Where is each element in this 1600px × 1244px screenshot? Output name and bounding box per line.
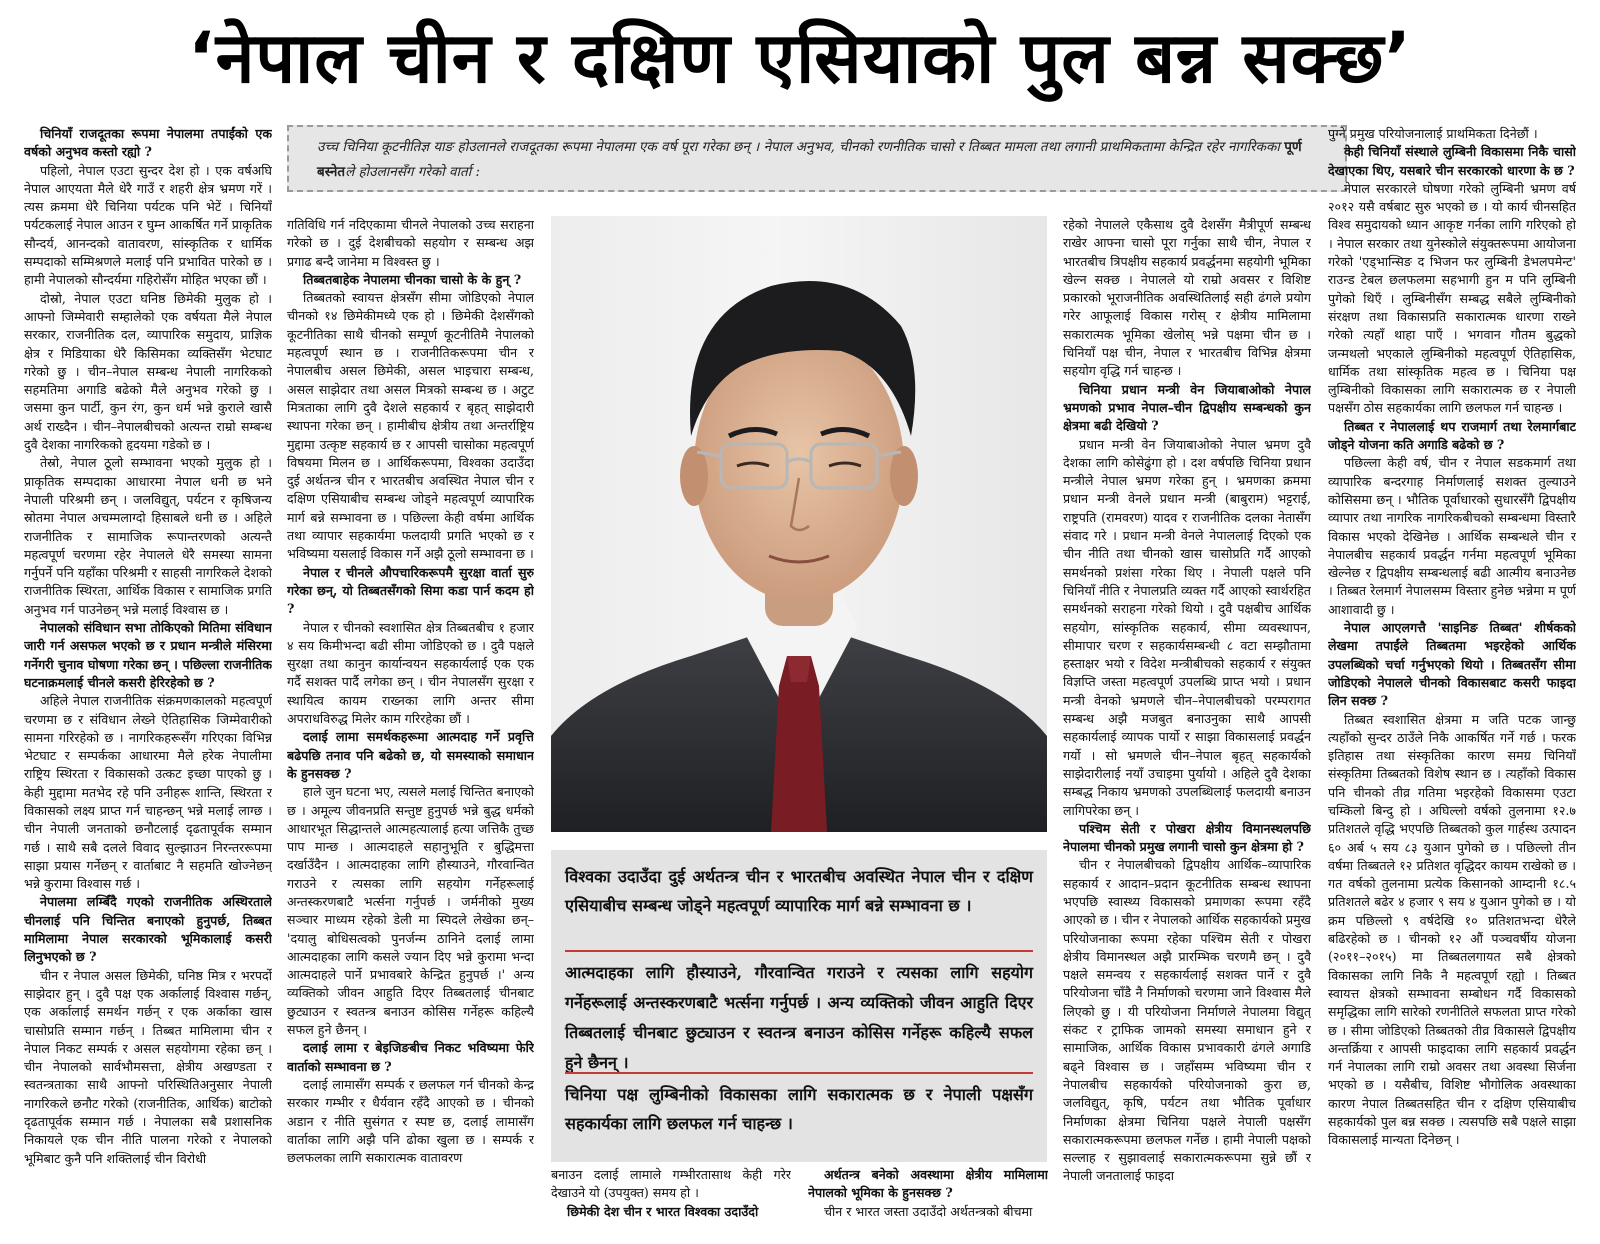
headline: ‘नेपाल चीन र दक्षिण एसियाको पुल बन्न सक्छ’ bbox=[187, 17, 1413, 99]
paragraph: गतिविधि गर्न नदिएकामा चीनले नेपालको उच्च सराहना गरेको छ । दुई देशबीचको सहयोग र सम्बन्ध अझ प्रगाढ बन्दै जानेमा म विश्वस्त छु । bbox=[287, 217, 534, 269]
question: दलाई लामा र बेइजिङबीच निकट भविष्यमा फेरि वार्ताको सम्भावना छ ? bbox=[287, 1040, 534, 1074]
column-1 bbox=[24, 125, 272, 1235]
paragraph: अहिले नेपाल राजनीतिक संक्रमणकालको महत्वपूर्ण चरणमा छ र संविधान लेख्ने ऐतिहासिक जिम्मेवारीको सामना गरिरहेको छ । नागरिकहरूसँग गरिएका विभिन्न भेटघाट र सम्पर्कका आधारमा मैले हरेक नेपालीमा राष्ट्रिय स्थिरता र विकासको उत्कट इच्छा पाएको छु । केही मुद्दामा मतभेद रहे पनि उनीहरू शान्ति, स्थिरता र विकासको लक्ष्य प्राप्त गर्न चाहन्छन् भन्ने मलाई लाग्छ । चीन नेपाली जनताको छनौटलाई दृढतापूर्वक सम्मान गर्छ । साथै सबै दलले विवाद सुल्झाउन निरन्तररूपमा साझा प्रयास गर्नेछन् र वार्ताबाट नै सहमति खोज्नेछन् भन्ने कुरामा विश्वास गर्छ । bbox=[24, 693, 272, 892]
paragraph: दोस्रो, नेपाल एउटा घनिष्ठ छिमेकी मुलुक हो । आफ्नो जिम्मेवारी सम्हालेको एक वर्षयता मैले नेपाल सरकार, राजनीतिक दल, व्यापारिक समुदाय, प्राज्ञिक क्षेत्र र मिडियाका धेरै किसिमका व्यक्तिसँग भेटघाट गरेको छु । चीन–नेपाल सम्बन्ध नेपाली नागरिकको सहमतिमा अगाडि बढेको मैले अनुभव गरेको छु । जसमा कुन पार्टी, कुन रंग, कुन धर्म भन्ने कुराले खासै अर्थ राख्दैन । चीन–नेपालबीचको अत्यन्त राम्रो सम्बन्ध दुवै देशका नागरिकको हृदयमा गडेको छ । bbox=[24, 290, 272, 453]
question: केही चिनियाँ संस्थाले लुम्बिनी विकासमा निकै चासो देखाएका थिए, यसबारे चीन सरकारको धारणा के छ ? bbox=[1328, 144, 1576, 178]
paragraph: दलाई लामासँग सम्पर्क र छलफल गर्न चीनको केन्द्र सरकार गम्भीर र धैर्यवान रहँदै आएको छ । चीनको अडान र नीति सुसंगत र स्पष्ट छ, दलाई लामासँग वार्ताका लागि अझै पनि ढोका खुला छ । सम्पर्क र छलफलका लागि सकारात्मक वातावरण bbox=[287, 1076, 534, 1166]
paragraph: चीन र नेपाल असल छिमेकी, घनिष्ठ मित्र र भरपर्दो साझेदार हुन् । दुवै पक्ष एक अर्कालाई विश्वास गर्छन्, एक अर्कालाई समर्थन गर्छन् र एक अर्काका खास चासोप्रति सम्मान गर्छन् । तिब्बत मामिलामा चीन र नेपाल निकट सम्पर्क र असल सहयोगमा रहेका छन् । चीन नेपालको सार्वभौमसत्ता, क्षेत्रीय अखण्डता र स्वतन्त्रताका साथै आफ्नो परिस्थितिअनुसार नेपाली नागरिकले छनौट गरेको (राजनीतिक, आर्थिक) बाटोको दृढतापूर्वक सम्मान गर्छ । नेपालका सबै प्रशासनिक निकायले एक चीन नीति पालना गरेको र नेपालको भूमिबाट कुनै पनि शक्तिलाई चीन विरोधी bbox=[24, 967, 272, 1166]
column-6 bbox=[1328, 125, 1576, 1235]
question: चिनियाँ राजदूतका रूपमा नेपालमा तपाईंको एक वर्षको अनुभव कस्तो रह्यो ? bbox=[24, 126, 272, 160]
column-3 bbox=[551, 1166, 791, 1236]
pullquote-2: आत्मदाहका लागि हौस्याउने, गौरवान्वित गराउने र त्यसका लागि सहयोग गर्नेहरूलाई अन्तस्करणबाटै भर्त्सना गर्नुपर्छ । अन्य व्यक्तिको जीवन आहुति दिएर तिब्बतलाई चीनबाट छुट्याउन र स्वतन्त्र बनाउन कोसिस गर्नेहरू कहिल्यै सफल हुने छैनन् । bbox=[565, 963, 1033, 1072]
pullquote-panel bbox=[551, 850, 1047, 1162]
pullquote-3: चिनिया पक्ष लुम्बिनीको विकासका लागि सकारात्मक छ र नेपाली पक्षसँग सहकार्यका लागि छलफल गर्न चाहन्छ । bbox=[565, 1085, 1033, 1133]
intro-author: पूर्ण बस्नेत bbox=[317, 139, 1302, 180]
question: छिमेकी देश चीन र भारत विश्वका उदाउँदो bbox=[567, 1203, 759, 1219]
paragraph: रहेको नेपालले एकैसाथ दुवै देशसँग मैत्रीपूर्ण सम्बन्ध राखेर आफ्ना चासो पूरा गर्नुका साथै चीन, नेपाल र भारतबीच त्रिपक्षीय सहकार्य प्रवर्द्धनमा सहयोगी भूमिका खेल्न सक्छ । नेपालले यो राम्रो अवसर र विशिष्ट प्रकारको भूराजनीतिक अवस्थितिलाई सही ढंगले प्रयोग गरेर आफूलाई विकास गरोस् र क्षेत्रीय मामिलामा सकारात्मक भूमिका खेलोस् भन्ने पक्षमा चीन छ । चिनियाँ पक्ष चीन, नेपाल र भारतबीच विभिन्न क्षेत्रमा सहयोग वृद्धि गर्न चाहन्छ । bbox=[1063, 217, 1311, 379]
question: तिब्बत र नेपाललाई थप राजमार्ग तथा रेलमार्गबाट जोड्ने योजना कति अगाडि बढेको छ ? bbox=[1328, 418, 1576, 453]
paragraph: नेपाल सरकारले घोषणा गरेको लुम्बिनी भ्रमण वर्ष २०१२ यसै वर्षबाट सुरु भएको छ । यो कार्य चीनसहित विश्व समुदायको ध्यान आकृष्ट गर्नका लागि गरिएको हो । नेपाल सरकार तथा युनेस्कोले संयुक्तरूपमा आयोजना गरेको 'एड्भान्सिङ द भिजन फर लुम्बिनी डेभलपमेन्ट' राउन्ड टेबल छलफलमा सहभागी हुन म पनि लुम्बिनी पुगेको थिएँ । लुम्बिनीसँग सम्बद्ध सबैले लुम्बिनीको संरक्षण तथा विकासप्रति सकारात्मक धारणा राख्ने गरेको त्यहाँ थाहा पाएँ । भगवान गौतम बुद्धको जन्मथलो भएकाले लुम्बिनीको महत्वपूर्ण ऐतिहासिक, धार्मिक तथा सांस्कृतिक महत्व छ । चिनिया पक्ष लुम्बिनीको विकासका लागि सकारात्मक छ र नेपाली पक्षसँग ठोस सहकार्यका लागि छलफल गर्न चाहन्छ । bbox=[1328, 180, 1576, 416]
paragraph: पुग्ने प्रमुख परियोजनालाई प्राथमिकता दिनेछौं । bbox=[1328, 126, 1538, 141]
paragraph: चीन र नेपालबीचको द्विपक्षीय आर्थिक–व्यापारिक सहकार्य र आदान–प्रदान कूटनीतिक सम्बन्ध स्थापना भएपछि स्वास्थ्य विकासको प्रमाणका रूपमा रहँदै आएको छ । चीन र नेपालको आर्थिक सहकार्यको प्रमुख परियोजनाका रूपमा रहेका पश्चिम सेती र पोखरा क्षेत्रीय विमानस्थल अझै प्रारम्भिक चरणमै छन् । दुवै पक्षले समन्वय र सहकार्यलाई सशक्त पार्ने र दुवै परियोजना चाँडै नै निर्माणको चरणमा जाने विश्वास मैले लिएको छु । यी परियोजना निर्माणले नेपालमा विद्युत् संकट र ट्राफिक जामको समस्या समाधान हुने र सामाजिक, आर्थिक विकास प्रभावकारी ढंगले अगाडि बढ्ने विश्वास छ । जहाँसम्म भविष्यमा चीन र नेपालबीच सहकार्यको परियोजनाको कुरा छ, जलविद्युत्, कृषि, पर्यटन तथा भौतिक पूर्वाधार निर्माणका क्षेत्रमा चिनिया पक्षले नेपाली पक्षसँग सकारात्मकरूपमा छलफल गर्नेछ । हामी नेपाली पक्षको सल्लाह र सुझावलाई सकारात्मकरूपमा सुन्ने छौं र नेपाली जनतालाई फाइदा bbox=[1063, 857, 1311, 1184]
paragraph: पछिल्ला केही वर्ष, चीन र नेपाल सडकमार्ग तथा व्यापारिक बन्दरगाह निर्माणलाई सशक्त तुल्याउने कोसिसमा छन् । भौतिक पूर्वाधारको सुधारसँगै द्विपक्षीय व्यापार तथा नागरिक नागरिकबीचको सम्बन्धमा विस्तारै विकास भएको देखिनेछ । आर्थिक सम्बन्धले चीन र नेपालबीच सहकार्य प्रवर्द्धन गर्नमा महत्वपूर्ण भूमिका खेल्नेछ र द्विपक्षीय सम्बन्धलाई बढी आत्मीय बनाउनेछ । तिब्बत रेलमार्ग नेपालसम्म विस्तार हुनेछ भन्नेमा म पूर्ण आशावादी छु । bbox=[1328, 455, 1576, 617]
paragraph: तेस्रो, नेपाल ठूलो सम्भावना भएको मुलुक हो । प्राकृतिक सम्पदाका आधारमा नेपाल धनी छ भने नेपाली परिश्रमी छन् । जलविद्युत्, पर्यटन र कृषिजन्य स्रोतमा नेपाल अचम्मलाग्दो हिसाबले धनी छ । अहिले राजनीतिक र सामाजिक रूपान्तरणको अत्यन्तै महत्वपूर्ण चरणमा रहेर नेपालले धेरै समस्या सामना गर्नुपर्ने पनि यहाँका परिश्रमी र साहसी नागरिकले देशको राजनीतिक स्थिरता, आर्थिक विकास र सामाजिक प्रगति अनुभव गर्न पाउनेछन् भन्ने मलाई विश्वास छ । bbox=[24, 455, 272, 617]
intro-suffix: ले होउलानसँग गरेको वार्ता : bbox=[345, 164, 481, 180]
intro-box bbox=[287, 125, 1347, 192]
paragraph: बनाउन दलाई लामाले गम्भीरतासाथ केही गरेर देखाउने यो (उपयुक्त) समय हो । bbox=[551, 1167, 791, 1201]
paragraph: तिब्बतको स्वायत्त क्षेत्रसँग सीमा जोडिएको नेपाल चीनको १४ छिमेकीमध्ये एक हो । छिमेकी देशसँगको कूटनीतिका साथै चीनको सम्पूर्ण कूटनीतिमै नेपालको महत्वपूर्ण स्थान छ । राजनीतिकरूपमा चीन र नेपालबीच असल छिमेकी, असल भाइचारा सम्बन्ध, असल साझेदार तथा असल मित्रको सम्बन्ध छ । अटुट मित्रताका लागि दुवै देशले सहकार्य र बृहत् साझेदारी स्थापना गरेका छन् । हामीबीच क्षेत्रीय तथा अन्तर्राष्ट्रिय मुद्दामा उत्कृष्ट सहकार्य छ र आपसी चासोका महत्वपूर्ण विषयमा मिलन छ । आर्थिकरूपमा, विश्वका उदाउँदा दुई अर्थतन्त्र चीन र भारतबीच अवस्थित नेपाल चीन र दक्षिण एसियाबीच सम्बन्ध जोड्ने महत्वपूर्ण व्यापारिक मार्ग बन्ने सम्भावना छ । पछिल्ला केही वर्षमा आर्थिक तथा व्यापार सहकार्यमा फलदायी प्रगति भएको छ र भविष्यमा यसलाई विकास गर्ने अझै ठूलो सम्भावना छ । bbox=[287, 290, 534, 562]
question: दलाई लामा समर्थकहरूमा आत्मदाह गर्ने प्रवृत्ति बढेपछि तनाव पनि बढेको छ, यो समस्याको समाधान के हुनसक्छ ? bbox=[287, 729, 534, 781]
paragraph: प्रधान मन्त्री वेन जियाबाओको नेपाल भ्रमण दुवै देशका लागि कोसेढुंगा हो । दश वर्षपछि चिनिया प्रधान मन्त्रीले नेपाल भ्रमण गरेका हुन् । भ्रमणका क्रममा प्रधान मन्त्री वेनले प्रधान मन्त्री (बाबुराम) भट्टराई, राष्ट्रपति (रामवरण) यादव र राजनीतिक दलका नेतासँग संवाद गरे । प्रधान मन्त्री वेनले नेपाललाई दिएको एक चीन नीति तथा चीनको खास चासोप्रति गर्दै आएको समर्थनको प्रशंसा गरेका थिए । नेपाली पक्षले पनि चिनियाँ नीति र नेपालप्रति व्यक्त गर्दै आएको स्वार्थरहित समर्थनको सराहना गरेको थियो । दुवै पक्षबीच आर्थिक सहयोग, सांस्कृतिक सहकार्य, सीमा व्यवस्थापन, सीमापार चरण र सहकार्यसम्बन्धी ८ वटा सम्झौतामा हस्ताक्षर भयो र विदेश मन्त्रीबीचको सहकार्य र संयुक्त विज्ञप्ति जस्ता महत्वपूर्ण उपलब्धि प्राप्त भयो । प्रधान मन्त्री वेनको भ्रमणले चीन–नेपालबीचको परम्परागत सम्बन्ध अझै मजबुत बनाउनुका साथै आपसी सहकार्यलाई व्यापक पार्यो र साझा विकासलाई प्रवर्द्धन गर्यो । सो भ्रमणले चीन–नेपाल बृहत् सहकार्यको साझेदारीलाई नयाँ उचाइमा पुर्यायो । अहिले दुवै देशका सम्बद्ध निकाय भ्रमणको उपलब्धिलाई फलदायी बनाउन लागिपरेका छन् । bbox=[1063, 436, 1311, 818]
portrait-illustration bbox=[551, 216, 1047, 832]
question: नेपाल आएलगत्तै 'साइनिङ तिब्बत' शीर्षकको लेखमा तपाईंले तिब्बतमा भइरहेको आर्थिक उपलब्धिको चर्चा गर्नुभएको थियो । तिब्बतसँग सीमा जोडिएको नेपालले चीनको विकासबाट कसरी फाइदा लिन सक्छ ? bbox=[1328, 620, 1576, 709]
paragraph: तिब्बत स्वशासित क्षेत्रमा म जति पटक जान्छु त्यहाँको सुन्दर ठाउँले निकै आकर्षित गर्ने गर्छ । फरक इतिहास तथा संस्कृतिका कारण समग्र चिनियाँ संस्कृतिमा तिब्बतको विशेष स्थान छ । त्यहाँको विकास पनि चीनको तीव्र गतिमा भइरहेको विकासमा एउटा चम्किलो बिन्दु हो । अघिल्लो वर्षको तुलनामा १२.७ प्रतिशतले वृद्धि भएपछि तिब्बतको कुल गार्हस्थ उत्पादन ६० अर्ब ५ सय ८३ युआन पुगेको छ । पछिल्लो तीन वर्षमा तिब्बतले १२ प्रतिशत वृद्धिदर कायम राखेको छ । गत वर्षको तुलनामा प्रत्येक किसानको आम्दानी १८.५ प्रतिशतले बढेर ४ हजार ९ सय ४ युआन पुगेको छ । यो क्रम पछिल्लो ९ वर्षदेखि १० प्रतिशतभन्दा धेरैले बढिरहेको छ । चीनको १२ औं पञ्चवर्षीय योजना (२०११–२०१५) मा तिब्बतलगायत सबै क्षेत्रको विकासका लागि निकै नै महत्वपूर्ण रह्यो । तिब्बत स्वायत्त क्षेत्रको सम्भावना सम्बोधन गर्दै विकासको समृद्धिका लागि सारेको रणनीतिले सफलता प्राप्त गरेको छ । सीमा जोडिएको तिब्बतको तीव्र विकासले द्विपक्षीय अन्तर्क्रिया र आपसी फाइदाका लागि सहकार्य प्रवर्द्धन गर्न नेपालका लागि राम्रो अवसर तथा अवस्था सिर्जना भएको छ । यसैबीच, विशिष्ट भौगोलिक अवस्थाका कारण नेपाल तिब्बतसहित चीन र दक्षिण एसियाबीच सहकार्यको पुल बन्न सक्छ । त्यसपछि सबै पक्षले साझा विकासलाई मान्यता दिनेछन् । bbox=[1328, 711, 1576, 1148]
question: नेपालको संविधान सभा तोकिएको मितिमा संविधान जारी गर्न असफल भएको छ र प्रधान मन्त्रीले मंसिरमा गर्नेगरी चुनाव घोषणा गरेका छन् । पछिल्ला राजनीतिक घटनाक्रमलाई चीनले कसरी हेरिरहेको छ ? bbox=[24, 620, 272, 690]
pullquote-divider bbox=[565, 1072, 1033, 1074]
column-2 bbox=[287, 216, 534, 1235]
question: पश्चिम सेती र पोखरा क्षेत्रीय विमानस्थलपछि नेपालमा चीनको प्रमुख लगानी चासो कुन क्षेत्रमा हो ? bbox=[1063, 820, 1311, 855]
question: नेपालमा लम्बिँदै गएको राजनीतिक अस्थिरताले चीनलाई पनि चिन्तित बनाएको हुनुपर्छ, तिब्बत मामिलामा नेपाल सरकारको भूमिकालाई कसरी लिनुभएको छ ? bbox=[24, 894, 272, 965]
question: नेपाल र चीनले औपचारिकरूपमै सुरक्षा वार्ता सुरु गरेका छन्, यो तिब्बतसँगको सिमा कडा पार्न कदम हो ? bbox=[287, 564, 534, 617]
paragraph: नेपाल र चीनको स्वशासित क्षेत्र तिब्बतबीच १ हजार ४ सय किमीभन्दा बढी सीमा जोडिएको छ । दुवै पक्षले सुरक्षा तथा कानुन कार्यान्वयन सहकार्यलाई एक एक गर्दै सशक्त पार्दै लगेका छन् । चीन नेपालसँग सुरक्षा र स्थायित्व कायम राख्नका लागि अन्तर सीमा अपराधविरुद्ध मिलेर काम गरिरहेका छौं । bbox=[287, 619, 534, 727]
question: चिनिया प्रधान मन्त्री वेन जियाबाओको नेपाल भ्रमणको प्रभाव नेपाल–चीन द्विपक्षीय सम्बन्धको कुन क्षेत्रमा बढी देखियो ? bbox=[1063, 381, 1311, 434]
left-ear bbox=[680, 446, 708, 506]
column-5 bbox=[1063, 216, 1311, 1235]
paragraph: हाले जुन घटना भए, त्यसले मलाई चिन्तित बनाएको छ । अमूल्य जीवनप्रति सन्तुष्ट हुनुपर्छ भन्ने बुद्ध धर्मको आधारभूत सिद्धान्तले आत्महत्यालाई हत्या जत्तिकै तुच्छ पाप मान्छ । आत्मदाहले सहानुभूति र बुद्धिमत्ता दर्खाउँदैन । आत्मदाहका लागि हौस्याउने, गौरवान्वित गराउने र त्यसका लागि सहयोग गर्नेहरूलाई अन्तस्करणबाटै भर्त्सना गर्नुपर्छ । जर्मनीको मुख्य सञ्चार माध्यम रहेको डेली मा स्पिदले लेखेका छन्– 'दयालु बोधिसत्वको पुनर्जन्म ठानिने दलाई लामा आत्मदाहका लागि कसले ज्यान दिए भन्ने कुरामा भन्दा आत्मदाहले पार्ने प्रभावबारे केन्द्रित हुनुपर्छ ।' अन्य व्यक्तिको जीवन आहुति दिएर तिब्बतलाई चीनबाट छुट्याउन र स्वतन्त्र बनाउन कोसिस गर्नेहरू कहिल्यै सफल हुने छैनन् । bbox=[287, 784, 534, 1038]
pullquote-divider bbox=[565, 950, 1033, 952]
question: अर्थतन्त्र बनेको अवस्थामा क्षेत्रीय मामिलामा नेपालको भूमिका के हुनसक्छ ? bbox=[808, 1167, 1048, 1201]
portrait-photo bbox=[551, 216, 1047, 832]
question: तिब्बतबाहेक नेपालमा चीनका चासो के के हुन् ? bbox=[303, 271, 522, 287]
paragraph: चीन र भारत जस्ता उदाउँदो अर्थतन्त्रको बीचमा bbox=[824, 1203, 1033, 1219]
pullquote-1: विश्वका उदाउँदा दुई अर्थतन्त्र चीन र भारतबीच अवस्थित नेपाल चीन र दक्षिण एसियाबीच सम्बन्ध जोड्ने महत्वपूर्ण व्यापारिक मार्ग बन्ने सम्भावना छ । bbox=[565, 867, 1033, 915]
right-ear bbox=[890, 446, 918, 506]
intro-text: उच्च चिनिया कूटनीतिज्ञ याङ होउलानले राजदूतका रूपमा नेपालमा एक वर्ष पूरा गरेका छन् । नेपाल अनुभव, चीनको रणनीतिक चासो र तिब्बत मामला तथा लगानी प्राथमिकतामा केन्द्रित रहेर नागरिकका bbox=[317, 139, 1280, 155]
column-4 bbox=[808, 1166, 1048, 1236]
paragraph: पहिलो, नेपाल एउटा सुन्दर देश हो । एक वर्षअघि नेपाल आएयता मैले धेरै गाउँ र शहरी क्षेत्र भ्रमण गरें । त्यस क्रममा धेरै चिनिया पर्यटक पनि भेटें । चिनियाँ पर्यटकलाई नेपाल आउन र घुम्न आकर्षित गर्ने प्राकृतिक सौन्दर्य, आनन्दको वातावरण, सांस्कृतिक र धार्मिक सम्पदाको सम्मिश्रणले मलाई पनि प्रभावित पारेको छ । हामी नेपालको सौन्दर्यमा गहिरोसँग मोहित भएका छौं । bbox=[24, 162, 272, 288]
